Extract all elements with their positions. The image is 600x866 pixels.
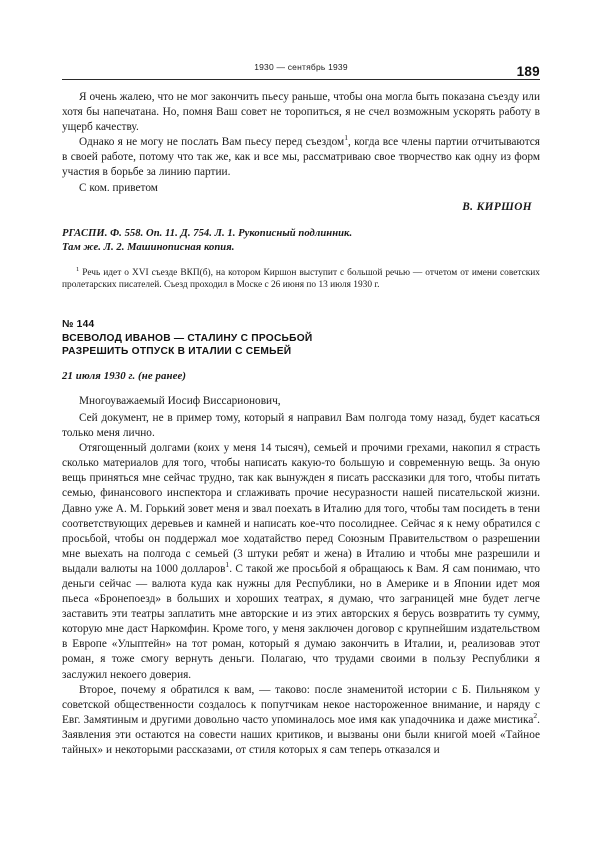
document-salutation: Многоуважаемый Иосиф Виссарионович, [79,394,281,407]
document-paragraph-2-part-b: . С такой же просьбой я обращаюсь к Вам. Я сам понимаю, что деньги сейчас — валюта куда как нужны для Республики, но в Америке и в Японии идет моя пьеса «Бронепоезд» в больших и хороших театрах, я думаю, что заграницей мне будет легче заставить эти театры заплатить мне авторские и из этих авторских я берусь возвратить ту сумму, которую мне даст Наркомфин. Кроме того, у меня заключен договор с крупнейшим издательством в Европе «Улыптейн» на тот роман, который я думаю закончить в Италии, и, реализовав этот роман, я тоже смогу вернуть деньги. Полагаю, что трудами своими в пользу Республики я заслужил некоего доверия. [62,562,540,681]
archival-legend-line-2: Там же. Л. 2. Машинописная копия. [62,241,235,253]
footnote-ref-1[interactable]: 1 [344,133,349,143]
kirshon-signature: В. КИРШОН [462,200,532,213]
document-paragraph-2 [62,441,540,683]
kirshon-paragraph-2 [62,135,540,180]
document-title [62,332,540,359]
document-paragraph-3-part-b: . Заявления эти остаются на совести наших критиков, и вызваны они были книгой моей «Тайное тайных» и некоторыми рассказами, от стиля которых я сам теперь отказался и [62,713,540,757]
kirshon-closing: С ком. приветом [79,181,158,194]
footnote-1 [62,267,540,292]
document-paragraph-3 [62,683,540,758]
document-paragraph-1: Сей документ, не в пример тому, который я направил Вам полгода тому назад, будет касаться только меня лично. [62,411,540,440]
footnote-ref-doc-1[interactable]: 1 [225,560,230,570]
header-rule [62,79,540,80]
footnotes-section [62,267,540,292]
document-title-line-2: РАЗРЕШИТЬ ОТПУСК В ИТАЛИИ С СЕМЬЕЙ [62,346,292,358]
running-head [62,62,540,78]
document-title-line-1: ВСЕВОЛОД ИВАНОВ — СТАЛИНУ С ПРОСЬБОЙ [62,333,313,345]
page-number: 189 [516,64,540,79]
footnote-1-text: Речь идет о XVI съезде ВКП(б), на котором Киршон выступит с большой речью — отчетом от имени советских пролетарских писателей. Съезд проходил в Моске с 26 июня по 13 июля 1930 г. [62,268,540,291]
archival-legend-line-1: РГАСПИ. Ф. 558. Оп. 11. Д. 754. Л. 1. Рукописный подлинник. [62,227,353,239]
kirshon-paragraph-1: Я очень жалею, что не мог закончить пьесу раньше, чтобы она могла быть показана съезду или хотя бы напечатана. Но, помня Ваш совет не торопиться, я не счел возможным ускорять работу в ущерб качеству. [62,91,540,134]
footnote-ref-doc-2[interactable]: 2 [533,711,538,721]
document-paragraph-2-part-a: Отягощенный долгами (коих у меня 14 тысяч), семьей и прочими грехами, накопил я страсть сколько материалов для того, чтобы написать какую-то большую и современную вещь. За оную вещь приняться мне сейчас трудно, так как вынужден я писать рассказики для того, чтобы питать семью, финансового инспектора и сглаживать прочие несуразности нашей писательской жизни. Давно уже А. М. Горький зовет меня и звал поехать в Италию для того, чтобы там посидеть в тени соответствующих деревьев и камней и написать кое-что посолиднее. Сейчас я к нему обратился с просьбой, чтобы он поддержал мое ходатайство перед Союзным Правительством о разрешении мне выехать на полгода с семьей (3 штуки ребят и жена) в Италию и чтобы мне разрешили и выдали валюты на 1000 долларов [62,442,540,575]
document-number: № 144 [62,318,95,330]
kirshon-paragraph-2-part-a: Однако я не могу не послать Вам пьесу перед съездом [79,136,345,149]
archival-legend [62,227,540,255]
kirshon-paragraph-2-part-b: , когда все члены партии отчитываются в своей работе, потому что так же, как и все мы, рассматриваю свое творчество как одну из форм участия в борьбе за линию партии. [62,136,541,179]
document-body [62,411,540,758]
running-head-title: 1930 — сентябрь 1939 [254,62,348,72]
page-content [62,62,540,758]
document-paragraph-3-part-a: Второе, почему я обратился к вам, — таково: после знаменитой истории с Б. Пильняком у советской общественности создалось к попутчикам некое настороженное внимание, и наряду с Евг. Замятиным и другими довольно часто упоминалось мое имя как упадочника и даже мистика [62,683,540,726]
document-date: 21 июля 1930 г. (не ранее) [62,369,187,382]
footnote-1-number: 1 [76,265,80,273]
document-heading [62,318,540,359]
